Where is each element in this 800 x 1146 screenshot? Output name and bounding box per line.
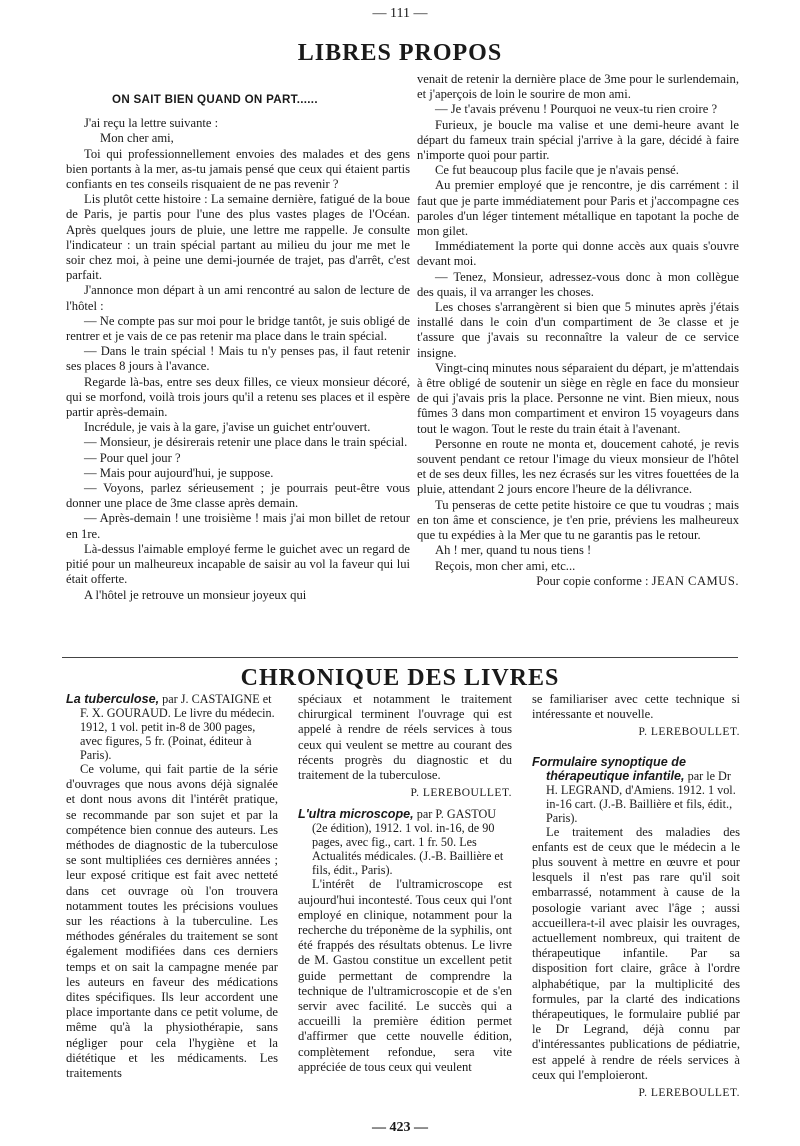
book-details: par le Dr H. LEGRAND, d'Amiens. 1912. 1 vol. in-16 cart. (J.-B. Baillière et fils, édit., Paris). bbox=[546, 768, 736, 825]
signature-prefix: Pour copie conforme : bbox=[536, 573, 649, 588]
chronique-column-1 bbox=[66, 692, 278, 1081]
paragraph: A l'hôtel je retrouve un monsieur joyeux qui bbox=[84, 587, 307, 602]
chronique-column-3 bbox=[532, 692, 740, 1107]
book-header bbox=[298, 807, 512, 877]
book-header bbox=[532, 755, 740, 825]
page-header-number: — 111 — bbox=[372, 6, 428, 21]
review-text: L'intérêt de l'ultramicroscope est aujourd'hui incontesté. Tous ceux qui l'ont employé en clinique, notamment pour la recherche du tréponème de la syphilis, ont été frappés des résultats obtenus. Le livre de M. Gastou constitue un excellent petit guide permettant de comprendre la technique de l'ultramicroscopie et de s'en servir avec facilité. Le succès qui a accueilli la première édition permet d'affirmer que cette nouvelle édition, complètement refondue, sera vite appréciée de tous ceux qui veulent bbox=[298, 877, 512, 1074]
paragraph: Ah ! mer, quand tu nous tiens ! bbox=[435, 543, 592, 558]
book-review bbox=[298, 877, 512, 1075]
chronique-title: CHRONIQUE DES LIVRES bbox=[240, 665, 560, 691]
book-header bbox=[66, 692, 278, 762]
paragraph: venait de retenir la dernière place de 3me pour le surlendemain, et j'aperçois de loin le sourire de mon ami. bbox=[417, 72, 739, 102]
book-title: L'ultra microscope, bbox=[298, 807, 414, 822]
book-details: par P. GASTOU (2e édition), 1912. 1 vol. in-16, de 90 pages, avec fig., cart. 1 fr. 50. Les Actualités médicales. (J.-B. Baillière et fils, édit., Paris). bbox=[312, 807, 504, 878]
paragraph: J'annonce mon départ à un ami rencontré au salon de lecture de l'hôtel : bbox=[66, 283, 410, 313]
paragraph: Les choses s'arrangèrent si bien que 5 minutes après j'étais installé dans le coin d'un compartiment de 3e classe et je t'assure que j'avais su reconnaître la valeur de ce service insigne. bbox=[417, 300, 739, 360]
paragraph: Immédiatement la porte qui donne accès aux quais s'ouvre devant moi. bbox=[417, 239, 739, 269]
paragraph: Là-dessus l'aimable employé ferme le guichet avec un regard de pitié pour un malheureux incapable de saisir au vol la faveur qui lui était offerte. bbox=[66, 541, 410, 587]
paragraph: Au premier employé que je rencontre, je dis carrément : il faut que je parte immédiatement pour Paris et j'accompagne ces paroles d'un léger tintement métallique en tapotant la poche de mon gilet. bbox=[417, 178, 739, 239]
reviewer-signature: P. LEREBOULLET. bbox=[638, 1087, 740, 1100]
paragraph: — Dans le train spécial ! Mais tu n'y penses pas, il faut retenir ses places 8 jours à l'avance. bbox=[66, 344, 410, 374]
paragraph: Incrédule, je vais à la gare, j'avise un guichet entr'ouvert. bbox=[84, 420, 371, 435]
paragraph: Personne en route ne monta et, doucement cahoté, je revis souvent pendant ce retour l'image du vieux monsieur de l'hôtel et de ses deux filles, les nez écrasés sur les vitres fouettées de la pluie, attendant 2 jours encore l'heure de la délivrance. bbox=[417, 436, 739, 497]
paragraph: Furieux, je boucle ma valise et une demi-heure avant le départ du fameux train spécial j'arrive à la gare, décidé à faire n'importe quoi pour partir. bbox=[417, 117, 739, 163]
paragraph: Lis plutôt cette histoire : La semaine dernière, fatigué de la boue de Paris, je partis pour l'une des plus vastes plages de l'Océan. Après quelques jours de pluie, une lettre me rappelle. Je consulte l'indicateur : un train spécial partant au milieu du jour me met le soir chez moi, à peine une demi-journée de trajet, pas d'arrêt, c'est parfait. bbox=[66, 192, 410, 283]
paragraph: Vingt-cinq minutes nous séparaient du départ, je m'attendais à être obligé de soutenir un siège en règle en face du monsieur de qui j'avais pris la place. Personne ne vint. Bien mieux, nous fûmes 3 dans mon compartiment et environ 15 voyageurs dans tout le wagon. Tout le reste du train était à l'avenant. bbox=[417, 360, 739, 436]
review-text: Le traitement des maladies des enfants est de ceux que le médecin a le plus souvent à mettre en œuvre et pour lesquels il n'est pas rare qu'il soit embarrassé, notamment à cause de la posologie variant avec l'âge ; aussi accueillera-t-il avec plaisir les ouvrages, actuellement nombreux, qui traitent de thérapeutique infantile. Par sa disposition fort claire, grâce à l'ordre alphabétique, par la multiplicité des formules, par la clarté des indications thérapeutiques, le formulaire publié par le Dr Legrand, déjà connu par d'intéressantes publications de pédiatrie, est appelé à rendre de réels services à ceux qui l'emploieront. bbox=[532, 824, 740, 1082]
review-text-continued: spéciaux et notamment le traitement chirurgical terminent l'ouvrage qui est appelé à rendre de réels services à tous ceux qui veulent se mettre au courant des récents progrès du diagnostic et du traitement de la tuberculose. bbox=[298, 692, 512, 783]
paragraph: Reçois, mon cher ami, etc... bbox=[435, 558, 576, 573]
reviewer-signature: P. LEREBOULLET. bbox=[638, 726, 740, 739]
section-divider bbox=[62, 657, 738, 658]
review-text: Ce volume, qui fait partie de la série d'ouvrages que nous avons déjà signalée et dont nous avons dit l'intérêt pratique, se recommande par son sujet et par la compétence bien connue des auteurs. Les méthodes de diagnostic de la tuberculose se sont multipliées ces dernières années ; leur exposé critique est fait avec netteté dans cet ouvrage où l'on trouvera notamment toutes les précisions voulues sur les réactions à la tuberculine. Les méthodes générales du traitement se sont également modifiées dans ces derniers temps et on sait la campagne menée par les auteurs en faveur des médications dites spécifiques. Ils leur accordent une place importante dans ce petit volume, de même qu'à la physiothérapie, sans négliger pour cela l'hygiène et la diététique et les médicaments. Les traitements bbox=[66, 762, 278, 1081]
review-text-continued: se familiariser avec cette technique si intéressante et nouvelle. bbox=[532, 692, 740, 722]
paragraph: Regarde là-bas, entre ses deux filles, ce vieux monsieur décoré, qui se morfond, voilà trois jours qu'il a retenu ses places et il espère partir après-demain. bbox=[66, 374, 410, 420]
paragraph: J'ai reçu la lettre suivante : bbox=[84, 116, 219, 131]
book-title: Formulaire synoptique de thérapeutique infantile, bbox=[532, 754, 686, 783]
reviewer-signature: P. LEREBOULLET. bbox=[410, 787, 512, 800]
chronique-column-2 bbox=[298, 692, 512, 1075]
book-title: La tuberculose, bbox=[66, 692, 160, 706]
paragraph: Mon cher ami, bbox=[100, 131, 174, 146]
paragraph: Ce fut beaucoup plus facile que je n'avais pensé. bbox=[435, 163, 679, 178]
paragraph: — Ne compte pas sur moi pour le bridge tantôt, je suis obligé de rentrer et je vais de ce pas retenir ma place dans le train spécial. bbox=[66, 313, 410, 344]
page-footer-number: — 423 — bbox=[372, 1120, 428, 1135]
paragraph: — Je t'avais prévenu ! Pourquoi ne veux-tu rien croire ? bbox=[435, 102, 718, 117]
book-details: par J. CASTAIGNE et F. X. GOURAUD. Le livre du médecin. 1912, 1 vol. petit in-8 de 300 pages, avec figures, 5 fr. (Poinat, éditeur à Paris). bbox=[80, 692, 275, 762]
libres-propos-subtitle: ON SAIT BIEN QUAND ON PART...... bbox=[112, 93, 318, 106]
book-review bbox=[532, 825, 740, 1083]
paragraph: — Mais pour aujourd'hui, je suppose. bbox=[84, 465, 274, 480]
libres-propos-right-column bbox=[417, 72, 739, 589]
paragraph: Tu penseras de cette petite histoire ce que tu voudras ; mais en ton âme et conscience, je t'en prie, préviens les malheureux que tu expédies à la Mer que tu ne garantis pas le retour. bbox=[417, 497, 739, 543]
paragraph: Toi qui professionnellement envoies des malades et des gens bien portants à la mer, as-tu jamais pensé que ceux qui étaient partis confiants en tes conseils risquaient de ne pas revenir ? bbox=[66, 146, 410, 192]
libres-propos-title: LIBRES PROPOS bbox=[297, 40, 503, 66]
signature-name: JEAN CAMUS. bbox=[651, 573, 739, 588]
book-review bbox=[66, 762, 278, 1081]
signature bbox=[417, 574, 739, 589]
paragraph: — Tenez, Monsieur, adressez-vous donc à mon collègue des quais, il va arranger les choses. bbox=[417, 269, 739, 299]
libres-propos-left-column bbox=[66, 92, 410, 603]
paragraph: — Pour quel jour ? bbox=[84, 450, 181, 465]
paragraph: — Voyons, parlez sérieusement ; je pourrais peut-être vous donner une place de 3me classe après demain. bbox=[66, 481, 410, 511]
paragraph: — Monsieur, je désirerais retenir une place dans le train spécial. bbox=[84, 435, 408, 450]
paragraph: — Après-demain ! une troisième ! mais j'ai mon billet de retour en 1re. bbox=[66, 511, 410, 541]
